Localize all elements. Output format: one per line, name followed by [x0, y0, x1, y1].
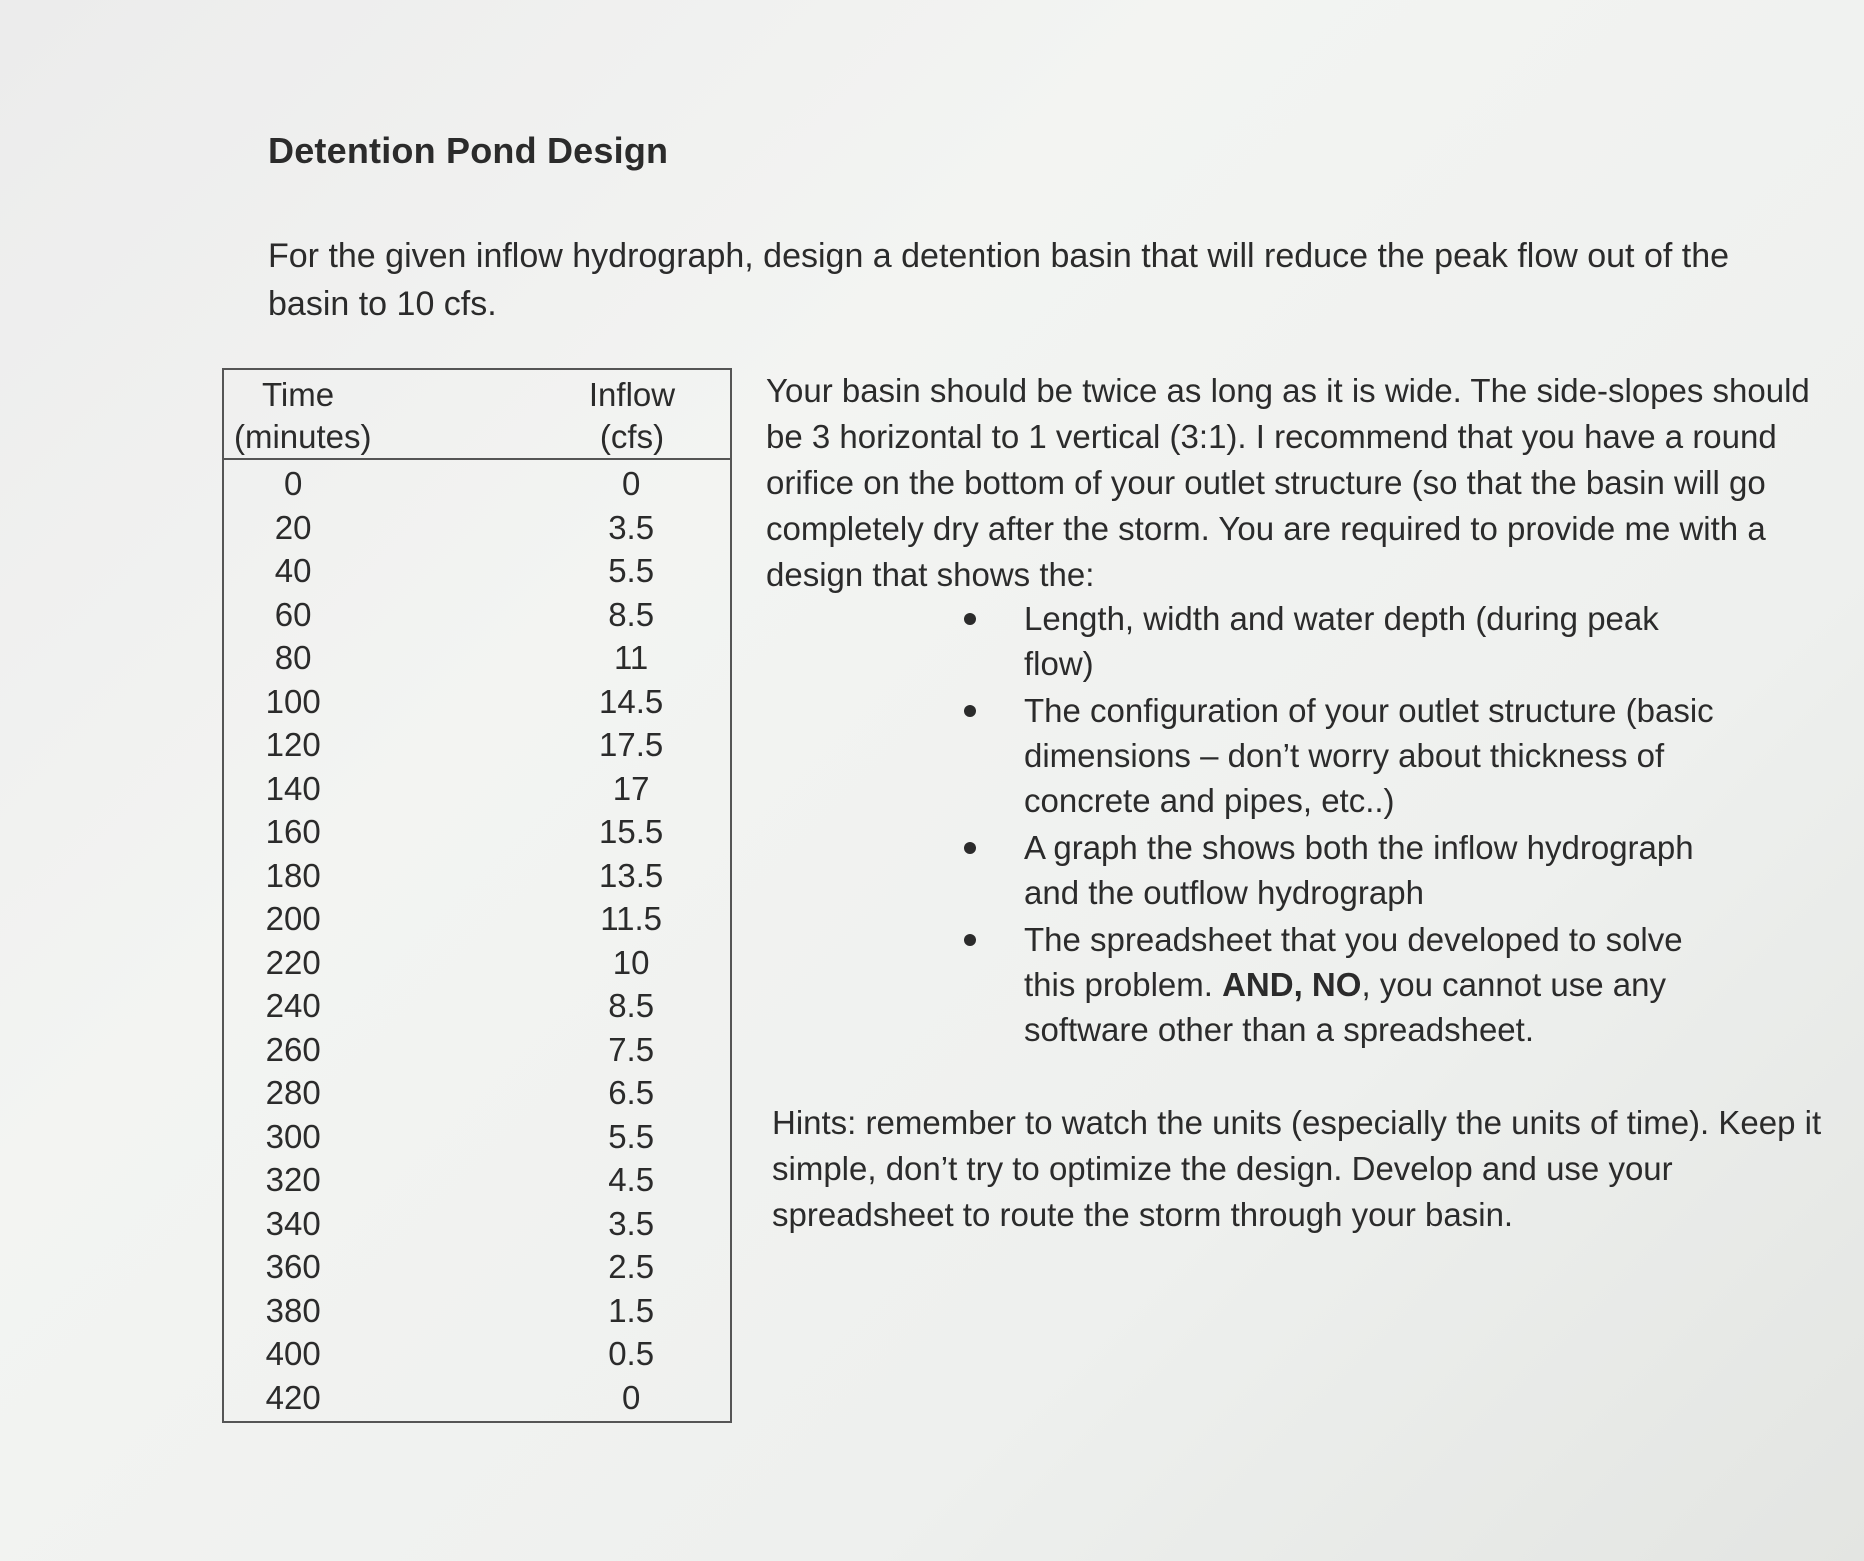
table-row [224, 1245, 730, 1289]
inflow-cell: 17.5 [599, 726, 664, 763]
table-row [224, 1071, 730, 1115]
time-cell: 220 [265, 943, 321, 981]
list-item-text-after: , you cannot use any software other than a spreadsheet. [1024, 966, 1666, 1048]
time-cell: 40 [274, 552, 312, 589]
time-cell: 20 [274, 508, 312, 546]
inflow-header-unit: (cfs) [599, 418, 665, 455]
time-cell: 60 [274, 595, 312, 633]
bullet-icon [964, 842, 976, 854]
time-cell: 320 [265, 1161, 321, 1198]
inflow-header-label: Inflow [588, 376, 676, 413]
time-cell: 0 [283, 465, 303, 502]
requirements-list [964, 596, 1724, 1054]
time-cell: 140 [265, 769, 321, 807]
inflow-column-header [494, 370, 730, 458]
table-header [224, 370, 730, 460]
table-row [224, 897, 730, 941]
inflow-cell: 0 [621, 465, 641, 502]
time-cell: 340 [265, 1204, 321, 1242]
inflow-cell: 3.5 [608, 1204, 655, 1242]
intro-paragraph: For the given inflow hydrograph, design a detention basin that will reduce the peak flow out of the basin to 10 cfs. [268, 237, 1730, 323]
table-row [224, 1332, 730, 1376]
time-cell: 400 [265, 1335, 321, 1372]
table-row [224, 1202, 730, 1246]
inflow-cell: 5.5 [608, 552, 655, 589]
document-title: Detention Pond Design [268, 130, 669, 171]
list-item-text-bold: AND, NO [1222, 966, 1362, 1003]
table-row [224, 593, 730, 637]
bullet-icon [964, 613, 976, 625]
table-row [224, 941, 730, 985]
list-item-text: Length, width and water depth (during peak flow) [1024, 600, 1659, 682]
table-row [224, 636, 730, 680]
table-row [224, 810, 730, 854]
inflow-cell: 8.5 [608, 987, 655, 1024]
inflow-cell: 0.5 [608, 1335, 655, 1372]
time-cell: 240 [265, 987, 321, 1024]
inflow-cell: 14.5 [599, 682, 664, 720]
time-cell: 260 [265, 1030, 321, 1068]
time-cell: 420 [265, 1378, 321, 1416]
list-item [964, 825, 1724, 915]
time-cell: 80 [274, 639, 312, 676]
inflow-cell: 8.5 [608, 595, 655, 633]
time-cell: 160 [265, 813, 321, 850]
table-row [224, 984, 730, 1028]
instructions-paragraph: Your basin should be twice as long as it is wide. The side-slopes should be 3 horizontal to 1 vertical (3:1). I recommend that you have a round orifice on the bottom of your outlet structure (so that the basin will go completely dry after the storm. You are required to provide me with a design that shows the: [766, 372, 1810, 593]
inflow-cell: 11.5 [600, 900, 663, 937]
time-cell: 200 [265, 900, 321, 937]
inflow-cell: 2.5 [608, 1248, 655, 1285]
list-item [964, 917, 1724, 1052]
time-cell: 180 [265, 856, 321, 894]
table-row [224, 506, 730, 550]
table-row [224, 680, 730, 724]
table-row [224, 1376, 730, 1420]
table-row [224, 1289, 730, 1333]
inflow-cell: 5.5 [608, 1117, 655, 1155]
inflow-hydrograph-table [222, 368, 732, 1423]
time-cell: 100 [265, 682, 321, 720]
table-row [224, 1158, 730, 1202]
time-column-header [224, 370, 494, 458]
time-cell: 120 [265, 726, 321, 763]
list-item-text: The configuration of your outlet structure (basic dimensions – don’t worry about thickness of concrete and pipes, etc..) [1024, 692, 1714, 819]
table-row [224, 462, 730, 506]
inflow-cell: 6.5 [608, 1074, 655, 1111]
table-row [224, 549, 730, 593]
bullet-icon [964, 934, 976, 946]
time-cell: 360 [265, 1248, 321, 1285]
time-cell: 300 [265, 1117, 321, 1155]
inflow-cell: 17 [612, 769, 650, 807]
inflow-cell: 4.5 [608, 1161, 655, 1198]
inflow-cell: 0 [621, 1378, 641, 1416]
inflow-cell: 11 [614, 639, 649, 676]
inflow-cell: 3.5 [608, 508, 655, 546]
list-item-text-before: The spreadsheet that you developed to solve this problem. [1024, 921, 1683, 1003]
table-row [224, 854, 730, 898]
list-item-text: A graph the shows both the inflow hydrograph and the outflow hydrograph [1024, 829, 1694, 911]
table-row [224, 1115, 730, 1159]
inflow-cell: 1.5 [608, 1291, 655, 1329]
table-row [224, 1028, 730, 1072]
bullet-icon [964, 705, 976, 717]
inflow-cell: 10 [612, 943, 650, 981]
table-row [224, 723, 730, 767]
list-item [964, 596, 1724, 686]
list-item [964, 688, 1724, 823]
time-header-unit: (minutes) [234, 418, 372, 455]
inflow-cell: 15.5 [599, 813, 664, 850]
inflow-cell: 13.5 [599, 856, 664, 894]
table-body [224, 460, 730, 1419]
time-cell: 380 [265, 1291, 321, 1329]
time-header-label: Time [262, 376, 335, 413]
inflow-cell: 7.5 [608, 1030, 655, 1068]
hints-paragraph: Hints: remember to watch the units (especially the units of time). Keep it simple, don’t try to optimize the design. Develop and use your spreadsheet to route the storm through your basin. [772, 1104, 1822, 1233]
table-row [224, 767, 730, 811]
time-cell: 280 [265, 1074, 321, 1111]
